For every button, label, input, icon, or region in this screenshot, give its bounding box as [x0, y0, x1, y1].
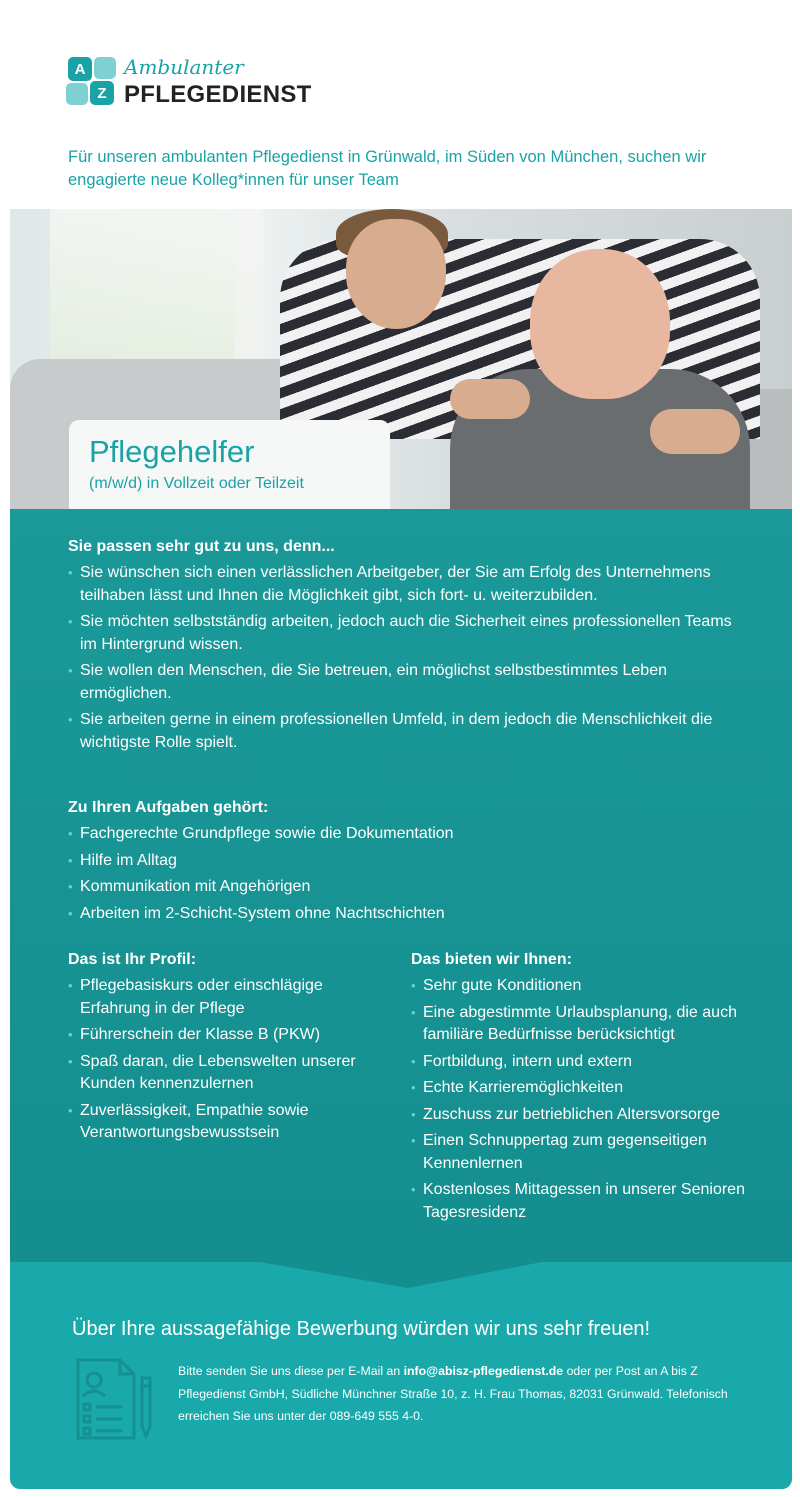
logo-block-z: Z: [90, 81, 114, 105]
logo-script-text: Ambulanter: [124, 55, 244, 79]
logo-blocks-icon: [66, 55, 120, 107]
section-offer: [411, 951, 771, 1228]
list-item: • Sie möchten selbstständig arbeiten, jedoch auch die Sicherheit eines professionellen Teams im Hintergrund wissen.: [68, 611, 748, 656]
logo-block-light-bottom: [66, 83, 88, 105]
list-item: • Zuschuss zur betrieblichen Altersvorsorge: [411, 1104, 771, 1127]
list-item: • Sehr gute Konditionen: [411, 975, 771, 998]
section-offer-list: [411, 975, 771, 1224]
job-subtitle: (m/w/d) in Vollzeit oder Teilzeit: [89, 475, 304, 492]
list-item: • Sie wünschen sich einen verlässlichen Arbeitgeber, der Sie am Erfolg des Unternehmens teilhaben lässt und Ihnen die Möglichkeit gibt, sich fort- u. weiterzubilden.: [68, 562, 748, 607]
contact-text-before: Bitte senden Sie uns diese per E-Mail an: [178, 1364, 404, 1378]
job-title-card: [69, 420, 390, 509]
list-item: • Echte Karrieremöglichkeiten: [411, 1077, 771, 1100]
logo-block-a: A: [68, 57, 92, 81]
list-item: • Pflegebasiskurs oder einschlägige Erfahrung in der Pflege: [68, 975, 386, 1020]
caregiver-hand-right: [650, 409, 740, 454]
list-item: • Zuverlässigkeit, Empathie sowie Verantwortungsbewusstsein: [68, 1100, 386, 1145]
logo-main-text: PFLEGEDIENST: [124, 81, 312, 108]
section-profile: [68, 951, 386, 1149]
caregiver-head: [346, 219, 446, 329]
section-offer-heading: Das bieten wir Ihnen:: [411, 951, 572, 968]
list-item: • Eine abgestimmte Urlaubsplanung, die auch familiäre Bedürfnisse berücksichtigt: [411, 1002, 771, 1047]
list-item: • Kommunikation mit Angehörigen: [68, 876, 748, 899]
section-profile-list: [68, 975, 386, 1145]
list-item: • Fachgerechte Grundpflege sowie die Dokumentation: [68, 823, 748, 846]
contact-text: [178, 1360, 758, 1428]
list-item: • Sie arbeiten gerne in einem professionellen Umfeld, in dem jedoch die Menschlichkeit die wichtigste Rolle spielt.: [68, 709, 748, 754]
list-item: • Einen Schnuppertag zum gegenseitigen Kennenlernen: [411, 1130, 771, 1175]
content-panel: [10, 509, 792, 1262]
logo-block-light-top: [94, 57, 116, 79]
section-fit: [68, 538, 748, 758]
section-tasks-heading: Zu Ihren Aufgaben gehört:: [68, 799, 269, 816]
section-tasks-list: [68, 823, 748, 925]
section-fit-heading: Sie passen sehr gut zu uns, denn...: [68, 538, 335, 555]
company-logo: [66, 55, 326, 111]
footer-heading: Über Ihre aussagefähige Bewerbung würden wir uns sehr freuen!: [72, 1318, 651, 1340]
contact-email-link[interactable]: info@abisz-pflegedienst.de: [403, 1364, 564, 1378]
section-profile-heading: Das ist Ihr Profil:: [68, 951, 197, 968]
list-item: • Sie wollen den Menschen, die Sie betreuen, ein möglichst selbstbestimmtes Leben ermöglichen.: [68, 660, 748, 705]
caregiver-hand-left: [450, 379, 530, 419]
application-document-icon: [74, 1356, 158, 1442]
section-fit-list: [68, 562, 748, 754]
application-footer: [10, 1262, 792, 1489]
section-tasks: [68, 799, 748, 929]
contact-text-after: oder per Post an A bis Z Pflegedienst GmbH, Südliche Münchner Straße 10, z. H. Frau Thomas, 82031 Grünwald. Telefonisch erreichen Sie uns unter der 089-649 555 4-0.: [178, 1364, 728, 1423]
list-item: • Arbeiten im 2-Schicht-System ohne Nachtschichten: [68, 903, 748, 926]
job-title: Pflegehelfer: [89, 434, 255, 469]
list-item: • Führerschein der Klasse B (PKW): [68, 1024, 386, 1047]
list-item: • Spaß daran, die Lebenswelten unserer Kunden kennenzulernen: [68, 1051, 386, 1096]
list-item: • Fortbildung, intern und extern: [411, 1051, 771, 1074]
senior-head: [530, 249, 670, 399]
list-item: • Hilfe im Alltag: [68, 850, 748, 873]
list-item: • Kostenloses Mittagessen in unserer Senioren Tagesresidenz: [411, 1179, 771, 1224]
intro-text: Für unseren ambulanten Pflegedienst in Grünwald, im Süden von München, suchen wir engagierte neue Kolleg*innen für unser Team: [68, 148, 707, 189]
chevron-divider: [10, 1262, 792, 1290]
